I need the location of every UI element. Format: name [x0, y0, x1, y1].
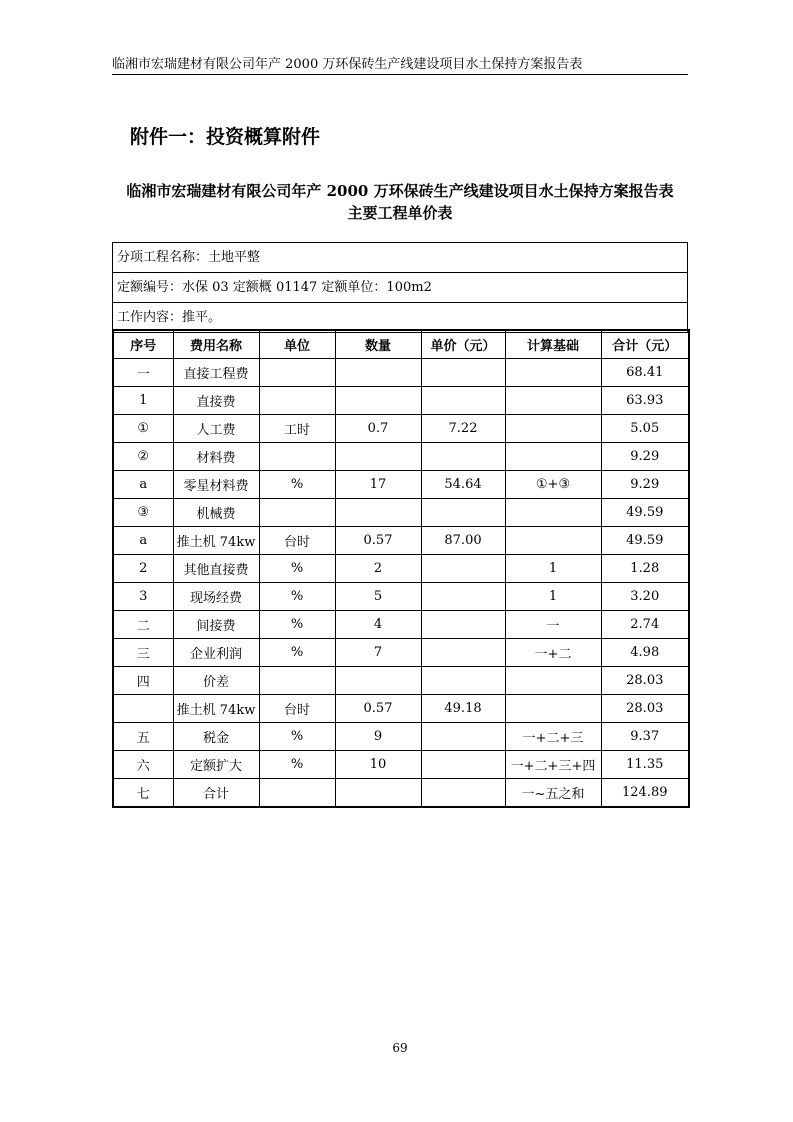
- column-header: 费用名称: [173, 330, 259, 359]
- table-cell: [421, 387, 505, 415]
- table-cell: 一+二+三+四: [505, 751, 601, 779]
- table-cell: 其他直接费: [173, 555, 259, 583]
- table-cell: 2: [113, 555, 173, 583]
- table-row: [113, 527, 689, 555]
- table-row: [113, 639, 689, 667]
- table-cell: [505, 499, 601, 527]
- table-cell: [335, 667, 421, 695]
- table-row: [113, 499, 689, 527]
- table-cell: 28.03: [601, 667, 689, 695]
- table-cell: 工时: [259, 415, 335, 443]
- table-cell: 4.98: [601, 639, 689, 667]
- table-cell: 七: [113, 779, 173, 808]
- table-row: [113, 611, 689, 639]
- table-cell: 现场经费: [173, 583, 259, 611]
- table-cell: [335, 499, 421, 527]
- table-cell: 0.57: [335, 527, 421, 555]
- item-name-row: 分项工程名称：土地平整: [113, 243, 687, 273]
- table-cell: %: [259, 639, 335, 667]
- table-cell: 人工费: [173, 415, 259, 443]
- table-row: [113, 667, 689, 695]
- table-cell: [259, 499, 335, 527]
- document-subtitle: 主要工程单价表: [347, 204, 453, 222]
- table-cell: 推土机 74kw: [173, 695, 259, 723]
- work-content-row: 工作内容：推平。: [113, 303, 687, 333]
- table-row: [113, 555, 689, 583]
- table-cell: [335, 443, 421, 471]
- table-cell: 零星材料费: [173, 471, 259, 499]
- table-cell: 合计: [173, 779, 259, 808]
- table-cell: 68.41: [601, 359, 689, 387]
- table-cell: [421, 499, 505, 527]
- table-cell: 机械费: [173, 499, 259, 527]
- table-cell: 直接费: [173, 387, 259, 415]
- table-cell: 一~五之和: [505, 779, 601, 808]
- table-cell: 企业利润: [173, 639, 259, 667]
- table-row: [113, 695, 689, 723]
- table-cell: %: [259, 751, 335, 779]
- column-header: 计算基础: [505, 330, 601, 359]
- table-cell: 定额扩大: [173, 751, 259, 779]
- table-cell: 直接工程费: [173, 359, 259, 387]
- table-cell: [421, 779, 505, 808]
- column-header: 数量: [335, 330, 421, 359]
- table-row: [113, 723, 689, 751]
- table-cell: 2: [335, 555, 421, 583]
- table-cell: [259, 779, 335, 808]
- table-cell: [505, 443, 601, 471]
- table-cell: [505, 527, 601, 555]
- column-header: 序号: [113, 330, 173, 359]
- document-title: 临湘市宏瑞建材有限公司年产 2000 万环保砖生产线建设项目水土保持方案报告表: [126, 182, 674, 200]
- table-cell: a: [113, 471, 173, 499]
- table-cell: 11.35: [601, 751, 689, 779]
- table-cell: 1: [505, 555, 601, 583]
- page-number: 69: [392, 1041, 408, 1055]
- table-cell: 一: [505, 611, 601, 639]
- table-cell: %: [259, 471, 335, 499]
- table-cell: 三: [113, 639, 173, 667]
- table-cell: 推土机 74kw: [173, 527, 259, 555]
- header-rule: [112, 74, 688, 75]
- table-cell: 四: [113, 667, 173, 695]
- table-cell: [421, 583, 505, 611]
- table-cell: [421, 443, 505, 471]
- table-cell: 一+二: [505, 639, 601, 667]
- table-cell: %: [259, 555, 335, 583]
- table-cell: 87.00: [421, 527, 505, 555]
- table-cell: 材料费: [173, 443, 259, 471]
- table-cell: ②: [113, 443, 173, 471]
- table-cell: [505, 695, 601, 723]
- table-cell: 二: [113, 611, 173, 639]
- table-cell: 9.29: [601, 471, 689, 499]
- table-cell: 7.22: [421, 415, 505, 443]
- table-cell: 0.57: [335, 695, 421, 723]
- table-cell: [505, 415, 601, 443]
- table-cell: [505, 359, 601, 387]
- table-row: [113, 779, 689, 808]
- table-cell: 124.89: [601, 779, 689, 808]
- table-cell: 9.37: [601, 723, 689, 751]
- table-cell: 台时: [259, 695, 335, 723]
- table-cell: [421, 555, 505, 583]
- running-header: 临湘市宏瑞建材有限公司年产 2000 万环保砖生产线建设项目水土保持方案报告表: [112, 57, 583, 72]
- table-cell: 1: [505, 583, 601, 611]
- table-cell: [259, 443, 335, 471]
- table-cell: 28.03: [601, 695, 689, 723]
- table-cell: 9: [335, 723, 421, 751]
- table-cell: 4: [335, 611, 421, 639]
- table-cell: [259, 667, 335, 695]
- table-cell: 1: [113, 387, 173, 415]
- table-cell: 5.05: [601, 415, 689, 443]
- table-cell: [505, 387, 601, 415]
- table-cell: [335, 779, 421, 808]
- table-cell: 五: [113, 723, 173, 751]
- table-cell: a: [113, 527, 173, 555]
- table-cell: 一: [113, 359, 173, 387]
- table-cell: 54.64: [421, 471, 505, 499]
- table-cell: 2.74: [601, 611, 689, 639]
- table-cell: 9.29: [601, 443, 689, 471]
- table-cell: ①+③: [505, 471, 601, 499]
- table-cell: [335, 387, 421, 415]
- table-cell: 7: [335, 639, 421, 667]
- table-cell: 六: [113, 751, 173, 779]
- table-cell: 3: [113, 583, 173, 611]
- quota-row: 定额编号：水保 03 定额概 01147 定额单位：100m2: [113, 273, 687, 303]
- table-cell: [259, 387, 335, 415]
- table-cell: 税金: [173, 723, 259, 751]
- table-cell: [259, 359, 335, 387]
- table-cell: [421, 611, 505, 639]
- table-cell: 间接费: [173, 611, 259, 639]
- info-box: [112, 242, 688, 333]
- table-row: [113, 583, 689, 611]
- table-body: [113, 359, 689, 808]
- appendix-title: 附件一：投资概算附件: [130, 126, 321, 148]
- table-cell: 一+二+三: [505, 723, 601, 751]
- table-cell: %: [259, 611, 335, 639]
- table-cell: 5: [335, 583, 421, 611]
- table-cell: 49.59: [601, 499, 689, 527]
- table-cell: 17: [335, 471, 421, 499]
- table-row: [113, 415, 689, 443]
- table-row: [113, 443, 689, 471]
- table-cell: 1.28: [601, 555, 689, 583]
- table-cell: [421, 359, 505, 387]
- table-cell: [505, 667, 601, 695]
- table-header-row: [113, 330, 689, 359]
- table-row: [113, 471, 689, 499]
- table-cell: 价差: [173, 667, 259, 695]
- table-cell: 10: [335, 751, 421, 779]
- table-cell: ③: [113, 499, 173, 527]
- table-row: [113, 387, 689, 415]
- table-cell: 63.93: [601, 387, 689, 415]
- table-cell: [113, 695, 173, 723]
- table-cell: [421, 667, 505, 695]
- table-cell: [421, 751, 505, 779]
- table-cell: 49.18: [421, 695, 505, 723]
- table-cell: ①: [113, 415, 173, 443]
- table-cell: [421, 723, 505, 751]
- table-cell: 3.20: [601, 583, 689, 611]
- table-cell: 0.7: [335, 415, 421, 443]
- column-header: 合计（元）: [601, 330, 689, 359]
- table-cell: [421, 639, 505, 667]
- table-row: [113, 359, 689, 387]
- unit-price-table: [112, 329, 690, 808]
- table-cell: %: [259, 723, 335, 751]
- table-cell: %: [259, 583, 335, 611]
- table-row: [113, 751, 689, 779]
- table-cell: [335, 359, 421, 387]
- column-header: 单位: [259, 330, 335, 359]
- table-cell: 台时: [259, 527, 335, 555]
- column-header: 单价（元）: [421, 330, 505, 359]
- table-cell: 49.59: [601, 527, 689, 555]
